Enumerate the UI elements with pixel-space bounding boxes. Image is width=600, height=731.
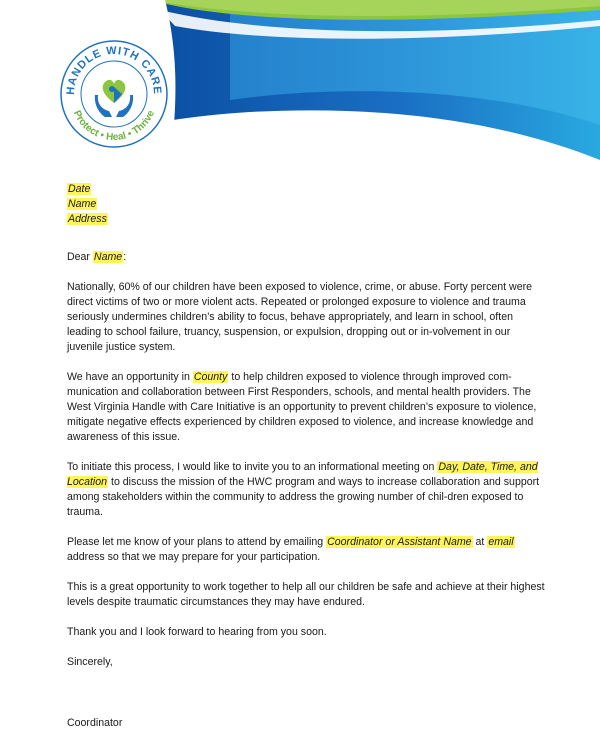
name-placeholder: Name: [68, 198, 97, 210]
paragraph-thanks: Thank you and I look forward to hearing from you soon.: [67, 626, 327, 638]
svg-text:HANDLE WITH CARE: HANDLE WITH CARE: [64, 44, 164, 96]
paragraph-rsvp: [67, 535, 547, 565]
meeting-details-placeholder: Day, Date, Time, and Location: [67, 461, 538, 488]
paragraph-opportunity: [67, 370, 547, 445]
paragraph-statistics: Nationally, 60% of our children have been exposed to violence, crime, or abuse. Forty percent were direct victims of two or more violent acts. Repeated or prolonged exposure to violence and trauma seriously undermines children’s ability to focus, behave appropriately, and learn in school, often leading to school failure, truancy, suspension, or expulsion, dropping out or in-volvement in our juvenile justice system.: [67, 281, 533, 353]
date-placeholder: Date: [68, 183, 91, 195]
salutation: [67, 250, 547, 265]
county-placeholder: County: [193, 371, 228, 383]
p3-pre: To initiate this process, I would like to invite you to an informational meeting on: [67, 461, 435, 473]
coordinator-name-placeholder: Coordinator or Assistant Name: [327, 536, 472, 548]
svg-text:Protect • Heal • Thrive: Protect • Heal • Thrive: [70, 108, 158, 144]
recipient-name-placeholder: Name: [93, 251, 123, 263]
p2-post: to help children exposed to violence through improved com-munication and collaboration between First Responders, schools, and mental health providers. The West Virginia Handle with Care Initiative is an opportunity to prevent children’s exposure to violence, mitigate negative effects experienced by children exposed to violence, and increase knowledge and awareness of this issue.: [67, 371, 537, 443]
email-placeholder: email: [488, 536, 514, 548]
logo-seal-icon: [57, 37, 171, 151]
address-block: [67, 182, 547, 227]
address-placeholder: Address: [68, 213, 107, 225]
p4-post: address so that we may prepare for your participation.: [67, 551, 321, 563]
handle-with-care-logo: [57, 37, 171, 151]
signature-title: Coordinator: [67, 717, 123, 729]
dear-text: Dear: [67, 251, 90, 263]
paragraph-opportunity-closing: This is a great opportunity to work together to help all our children be safe and achieve at their highest levels despite traumatic circumstances they may have endured.: [67, 581, 545, 608]
p4-pre: Please let me know of your plans to attend by emailing: [67, 536, 324, 548]
p2-pre: We have an opportunity in: [67, 371, 190, 383]
closing: Sincerely,: [67, 656, 113, 668]
letter-body: [67, 182, 547, 731]
paragraph-invitation: [67, 460, 547, 520]
p3-post: to discuss the mission of the HWC program and ways to increase collaboration and support among stakeholders within the community to address the growing number of chil-dren exposed to trauma.: [67, 476, 540, 518]
p4-mid: at: [475, 536, 485, 548]
salutation-colon: :: [123, 251, 127, 263]
